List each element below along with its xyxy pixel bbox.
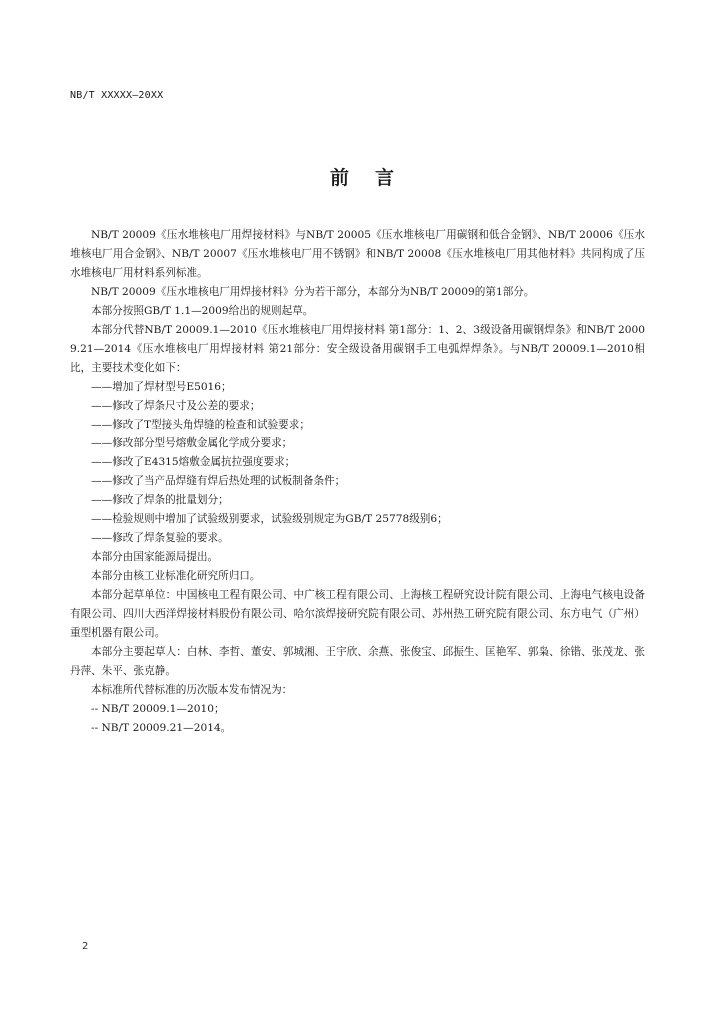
change-item: ——修改了焊条尺寸及公差的要求； xyxy=(91,399,261,412)
paragraph-proposer: 本部分由国家能源局提出。 xyxy=(91,551,219,564)
history-item: -- NB/T 20009.21—2014。 xyxy=(91,721,232,734)
foreword-body xyxy=(70,226,645,738)
paragraph-history: 本标准所代替标准的历次版本发布情况为： xyxy=(91,683,293,696)
paragraph-part-info: NB/T 20009《压水堆核电厂用焊接材料》分为若干部分，本部分为NB/T 20009的第1部分。 xyxy=(91,285,535,298)
change-item: ——修改了E4315熔敷金属抗拉强度要求； xyxy=(91,456,296,469)
standard-code-header: NB/T XXXXX—20XX xyxy=(70,90,164,101)
paragraph-drafting-units: 本部分起草单位：中国核电工程有限公司、中广核工程有限公司、上海核工程研究设计院有限公司、上海电气核电设备有限公司、四川大西洋焊接材料股份有限公司、哈尔滨焊接研究院有限公司、苏州热工研究院有限公司、东方电气（广州）重型机器有限公司。 xyxy=(70,589,645,640)
change-item: ——修改部分型号熔敷金属化学成分要求； xyxy=(91,437,293,450)
paragraph-governing-body: 本部分由核工业标准化研究所归口。 xyxy=(91,570,261,583)
paragraph-drafters: 本部分主要起草人：白林、李哲、董安、郭城湘、王宇欣、余燕、张俊宝、邱振生、匡艳军、郭枭、徐锴、张茂龙、张丹萍、朱平、张克静。 xyxy=(70,645,645,677)
history-item: -- NB/T 20009.1—2010； xyxy=(91,702,225,715)
change-item: ——修改了焊条的批量划分； xyxy=(91,494,229,507)
paragraph-series-intro: NB/T 20009《压水堆核电厂用焊接材料》与NB/T 20005《压水堆核电厂用碳钢和低合金钢》、NB/T 20006《压水堆核电厂用合金钢》、NB/T 20007《压水堆核电厂用不锈钢》和NB/T 20008《压水堆核电厂用其他材料》共同构成了压水堆核电厂用材料系列标准。 xyxy=(70,229,645,279)
change-item: ——检验规则中增加了试验级别要求，试验级别规定为GB/T 25778级别6； xyxy=(91,513,448,526)
page-number: 2 xyxy=(82,941,89,952)
page-title: 前言 xyxy=(329,167,420,189)
change-item: ——增加了焊材型号E5016； xyxy=(91,380,232,393)
paragraph-replacement: 本部分代替NB/T 20009.1—2010《压水堆核电厂用焊接材料 第1部分：1、2、3级设备用碳钢焊条》和NB/T 20009.21—2014《压水堆核电厂用焊接材料 第21部分：安全级设备用碳钢手工电弧焊焊条》。与NB/T 20009.1—2010相比，主要技术变化如下： xyxy=(70,323,645,374)
change-item: ——修改了当产品焊缝有焊后热处理的试板制备条件； xyxy=(91,475,346,488)
change-item: ——修改了T型接头角焊缝的检查和试验要求； xyxy=(91,418,310,431)
change-item: ——修改了焊条复验的要求。 xyxy=(91,532,229,545)
paragraph-drafting-rules: 本部分按照GB/T 1.1—2009给出的规则起草。 xyxy=(91,304,314,317)
